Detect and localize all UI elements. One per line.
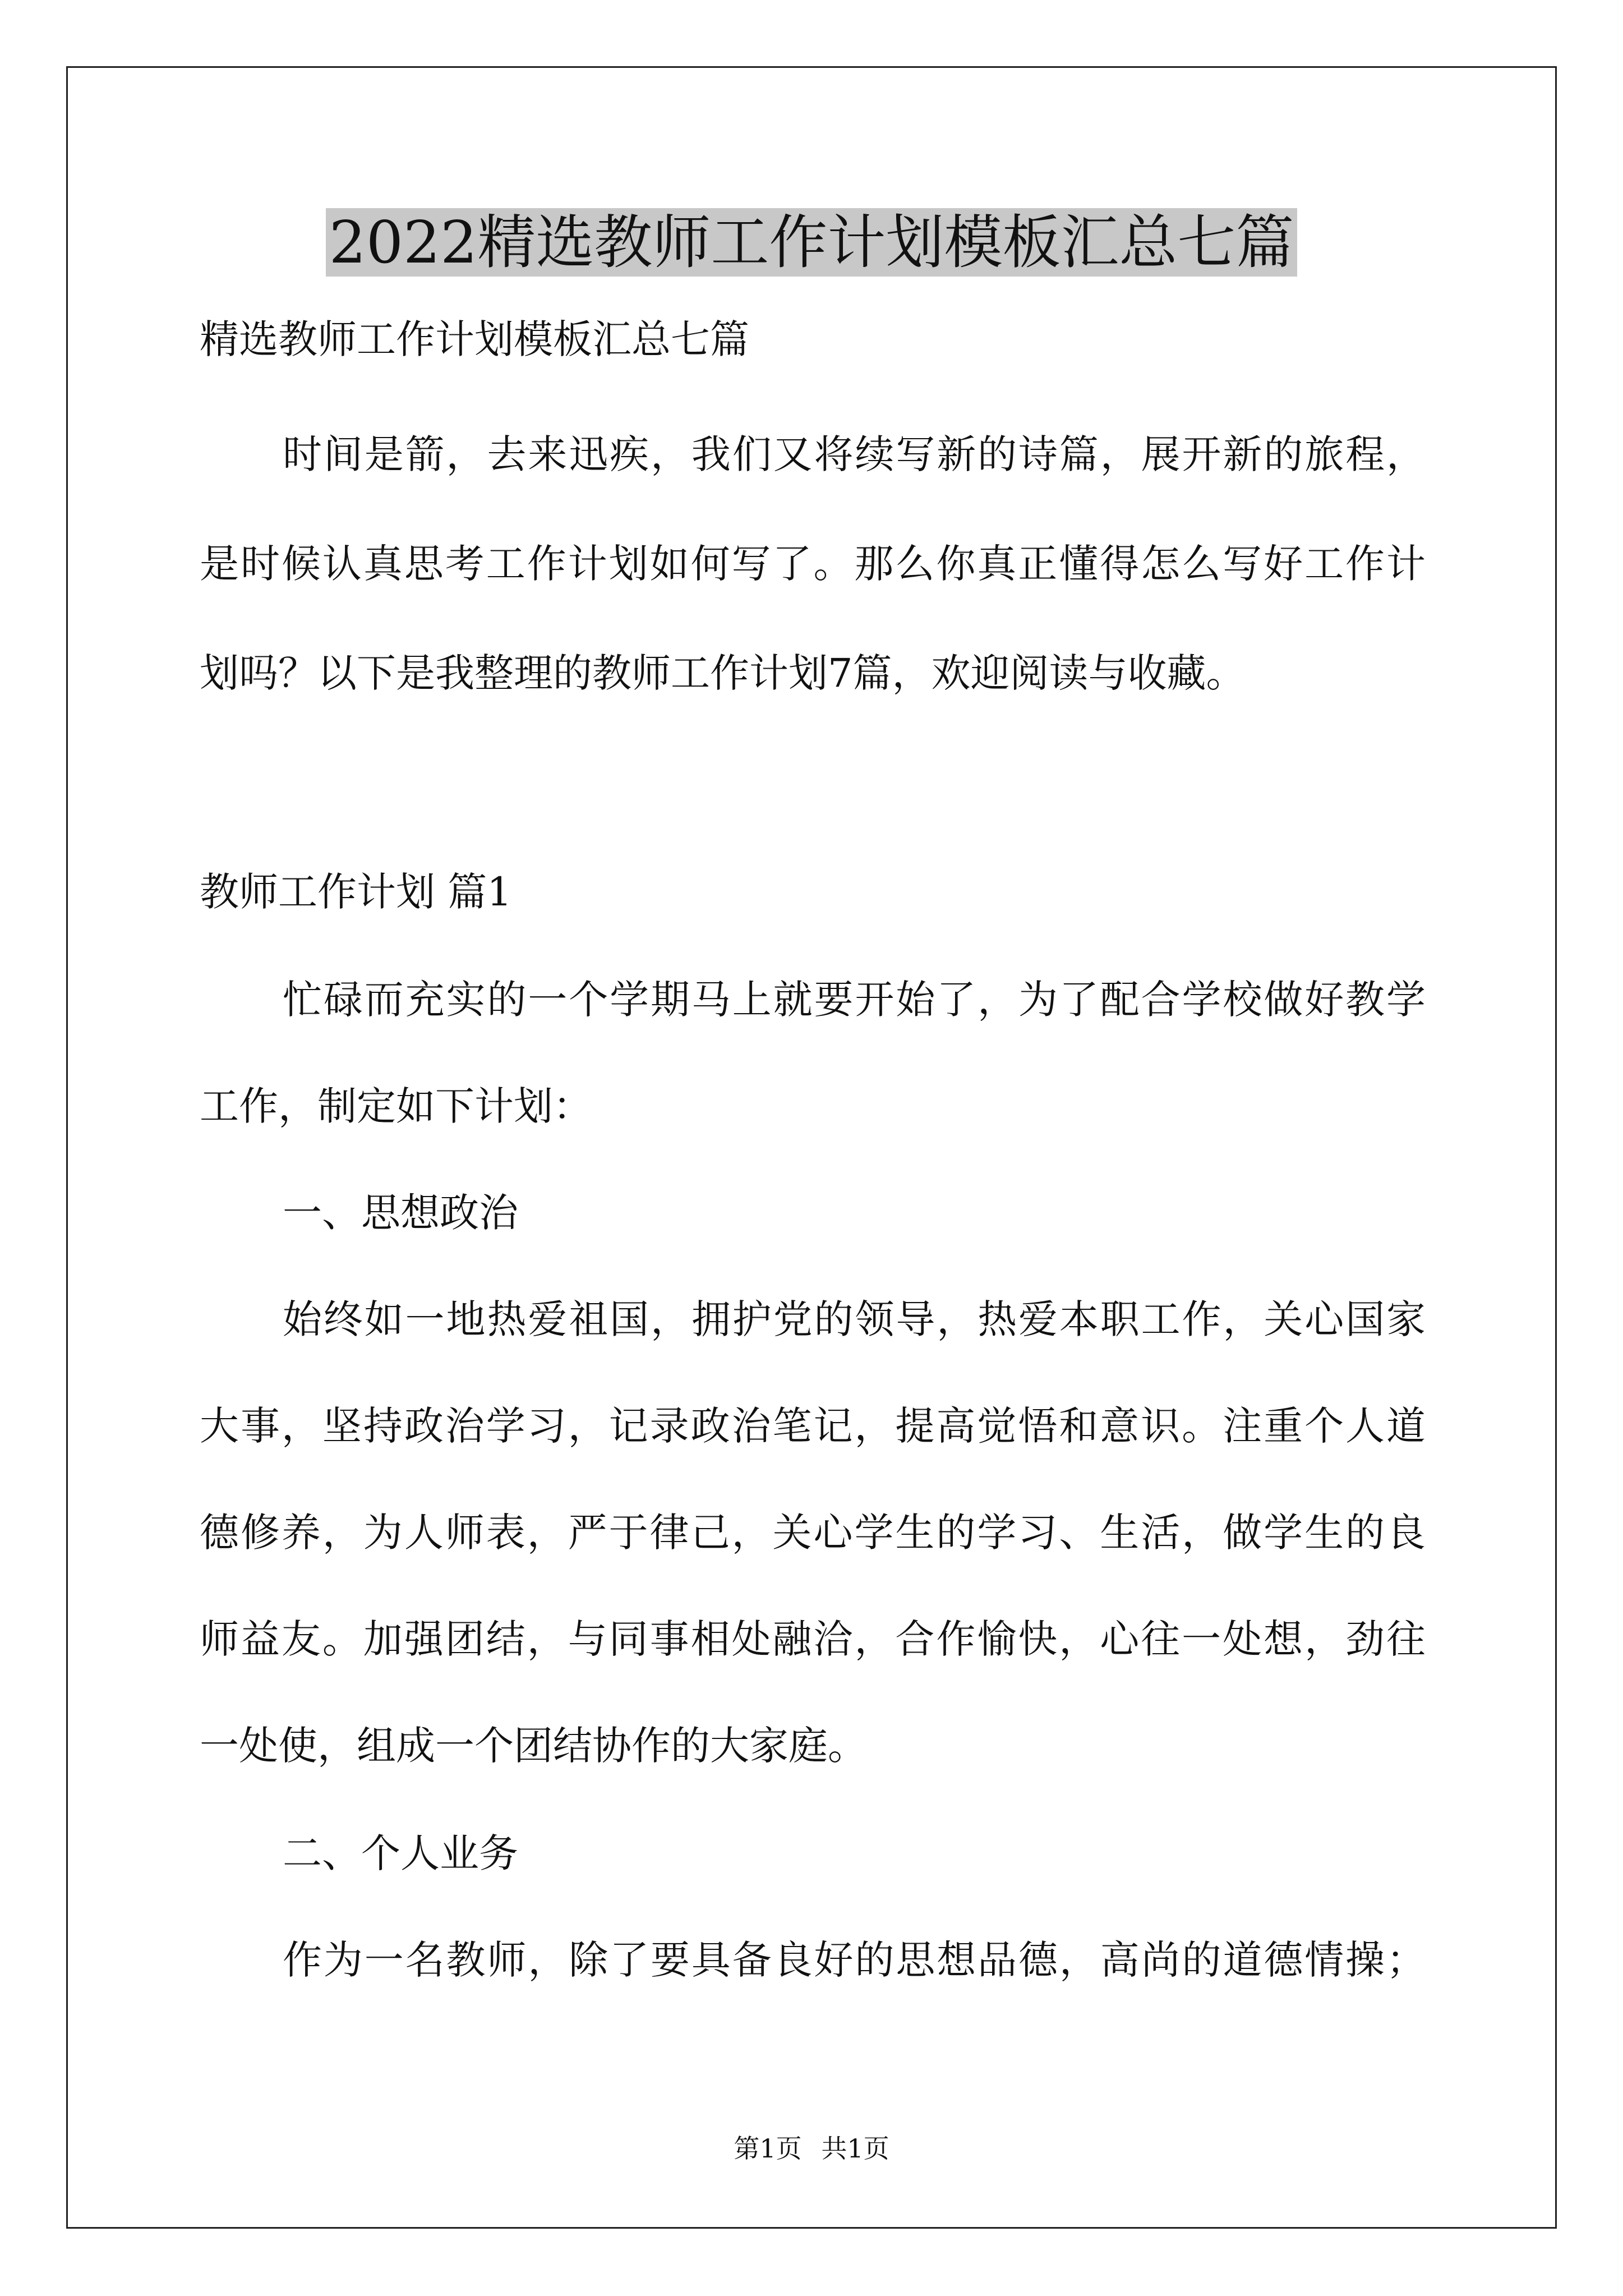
intro-line-1: 时间是箭，去来迅疾，我们又将续写新的诗篇，展开新的旅程，	[283, 431, 1426, 477]
heading-two: 二、个人业务	[283, 1830, 518, 1876]
heading-one: 一、思想政治	[283, 1190, 518, 1236]
page-number: 第1页	[734, 2133, 802, 2164]
para2-line-5: 一处使，组成一个团结协作的大家庭。	[200, 1723, 867, 1769]
page-border	[66, 66, 1557, 2229]
para1-line-2: 工作，制定如下计划：	[200, 1083, 592, 1129]
para2-line-1: 始终如一地热爱祖国，拥护党的领导，热爱本职工作，关心国家	[283, 1296, 1426, 1342]
document-title	[0, 203, 1623, 282]
para2-line-3: 德修养，为人师表，严于律己，关心学生的学习、生活，做学生的良	[200, 1510, 1426, 1556]
page-total: 共1页	[821, 2133, 889, 2164]
intro-line-3: 划吗？以下是我整理的教师工作计划7篇，欢迎阅读与收藏。	[200, 650, 1246, 696]
para3-line-1: 作为一名教师，除了要具备良好的思想品德，高尚的道德情操；	[283, 1937, 1426, 1983]
document-title-text: 2022精选教师工作计划模板汇总七篇	[326, 208, 1298, 277]
para1-line-1: 忙碌而充实的一个学期马上就要开始了，为了配合学校做好教学	[283, 977, 1426, 1023]
para2-line-4: 师益友。加强团结，与同事相处融洽，合作愉快，心往一处想，劲往	[200, 1616, 1426, 1662]
document-subtitle: 精选教师工作计划模板汇总七篇	[200, 316, 749, 362]
intro-line-2: 是时候认真思考工作计划如何写了。那么你真正懂得怎么写好工作计	[200, 541, 1426, 587]
para2-line-2: 大事，坚持政治学习，记录政治笔记，提高觉悟和意识。注重个人道	[200, 1403, 1426, 1449]
page-footer	[0, 2132, 1623, 2165]
section-heading: 教师工作计划 篇1	[200, 869, 512, 915]
